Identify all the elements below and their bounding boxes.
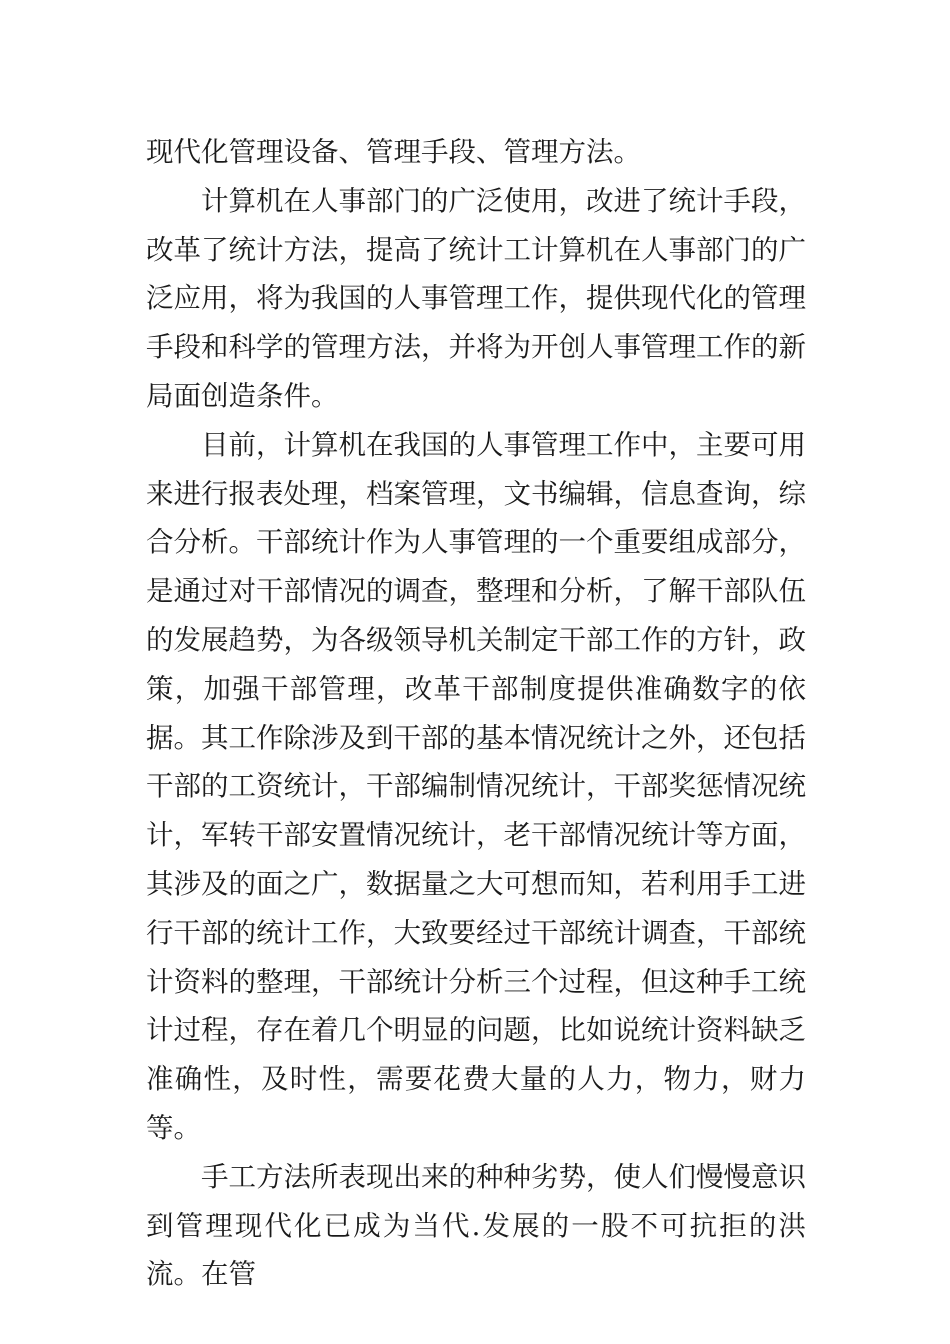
paragraph-manual-method-drawbacks: 手工方法所表现出来的种种劣势，使人们慢慢意识到管理现代化已成为当代.发展的一股不可抗拒的洪流。在管 bbox=[146, 1160, 806, 1291]
document-page bbox=[146, 128, 806, 1299]
paragraph-current-applications: 目前，计算机在我国的人事管理工作中，主要可用来进行报表处理，档案管理，文书编辑，信息查询，综合分析。干部统计作为人事管理的一个重要组成部分，是通过对干部情况的调查，整理和分析，了解干部队伍的发展趋势，为各级领导机关制定干部工作的方针，政策，加强干部管理，改革干部制度提供准确数字的依据。其工作除涉及到干部的基本情况统计之外，还包括干部的工资统计，干部编制情况统计，干部奖惩情况统计，军转干部安置情况统计，老干部情况统计等方面，其涉及的面之广，数据量之大可想而知，若利用手工进行干部的统计工作，大致要经过干部统计调查，干部统计资料的整理，干部统计分析三个过程，但这种手工统计过程，存在着几个明显的问题，比如说统计资料缺乏准确性，及时性，需要花费大量的人力，物力，财力等。 bbox=[146, 428, 806, 1144]
paragraph-continuation: 现代化管理设备、管理手段、管理方法。 bbox=[146, 136, 641, 168]
paragraph-computer-usage: 计算机在人事部门的广泛使用，改进了统计手段，改革了统计方法，提高了统计工计算机在人事部门的广泛应用，将为我国的人事管理工作，提供现代化的管理手段和科学的管理方法，并将为开创人事管理工作的新局面创造条件。 bbox=[146, 184, 806, 412]
